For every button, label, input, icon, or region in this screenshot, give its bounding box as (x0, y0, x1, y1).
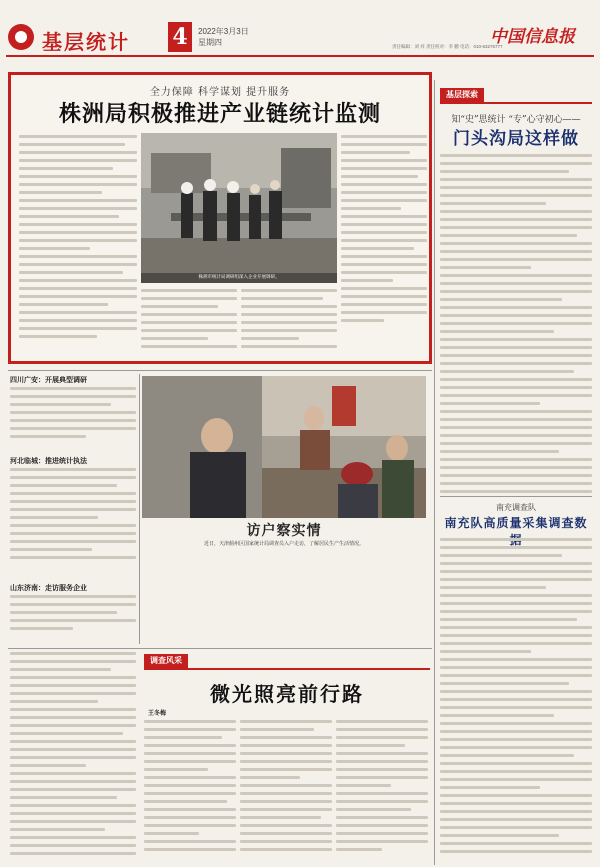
right-mid-rule (440, 496, 592, 497)
left-mid-body-3 (10, 595, 136, 643)
left-bottom-body (10, 652, 136, 862)
feature-headline: 株洲局积极推进产业链统计监测 (58, 101, 381, 127)
masthead (0, 0, 600, 52)
page-number: 4 (168, 22, 192, 52)
bottom-section-rule (8, 648, 432, 649)
left-sub-head-1: 四川广安：开展典型调研 (10, 375, 87, 384)
bottom-body-col2 (240, 720, 332, 862)
issue-weekday: 星期四 (198, 38, 222, 47)
right-mid-kicker: 南充调查队 (496, 503, 536, 512)
left-sub-head-3: 山东济南：走访服务企业 (10, 583, 87, 592)
tag-band (440, 102, 592, 104)
left-sub-head-2: 河北临城：推进统计执法 (10, 456, 87, 465)
feature-body-col2b (241, 289, 337, 359)
feature-photo (141, 133, 337, 283)
right-mid-headline: 南充队高质量采集调查数 (444, 516, 588, 530)
household-visit-scene-icon (142, 376, 426, 518)
right-top-body (440, 154, 592, 504)
section-title: 基层统计 (42, 30, 130, 54)
masthead-rule (6, 55, 594, 57)
section-logo-icon (8, 24, 34, 50)
middle-photo-title: 访户察实情 (246, 523, 322, 539)
bottom-headline: 微光照亮前行路 (210, 682, 364, 706)
middle-photo-caption: 近日，天津蓟州区国家统计局调查员入户走访，了解居民生产生活情况。 (203, 541, 364, 547)
editor-credits: 责任编辑：刘 祥 责任校对：李 鹏 电话：010-63276777 (392, 44, 503, 49)
bottom-tag-band (144, 668, 430, 670)
feature-kicker: 全力保障 科学谋划 提升服务 (149, 87, 291, 98)
feature-body-col2a (141, 289, 237, 359)
tag-grassroots: 基层探索 (440, 88, 484, 102)
factory-scene-icon (141, 133, 337, 283)
bottom-body-col3 (336, 720, 428, 862)
issue-date-line: 2022年3月3日 (198, 27, 249, 36)
tag-survey-style: 调查风采 (144, 654, 188, 668)
left-mid-body-1 (10, 387, 136, 449)
right-mid-body (440, 538, 592, 860)
feature-photo-caption: 株洲市统计局调研组深入企业开展调研。 (198, 274, 280, 279)
newspaper-brand: 中国信息报 (490, 27, 575, 47)
bottom-body-col1 (144, 720, 236, 862)
right-top-kicker: 知“史”思统计 “专”心守初心—— (451, 115, 581, 125)
middle-photo (142, 376, 426, 518)
right-column-rule (434, 80, 435, 865)
bottom-author: 王冬梅 (148, 711, 167, 717)
feature-bottom-rule (8, 370, 432, 371)
left-column-rule (139, 374, 140, 644)
featured-article[interactable] (8, 72, 432, 364)
issue-date (198, 26, 249, 48)
right-top-headline: 门头沟局这样做 (453, 129, 579, 149)
feature-body-col3 (341, 135, 427, 355)
left-mid-body-2 (10, 468, 136, 576)
feature-body-col1 (19, 135, 137, 355)
